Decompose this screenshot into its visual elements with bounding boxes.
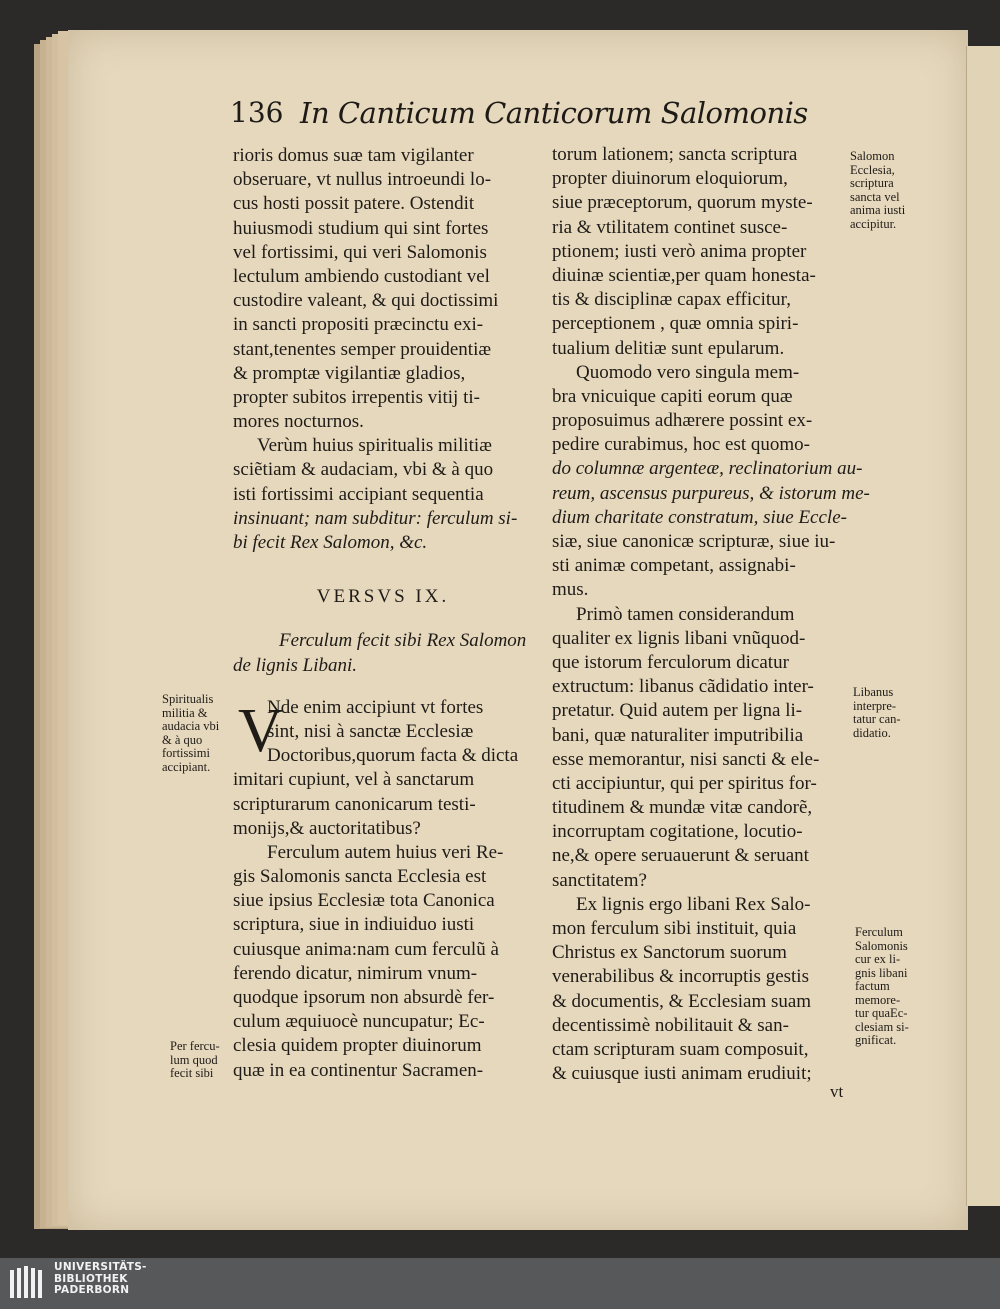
text-line: bani, quæ naturaliter imputribilia bbox=[552, 724, 804, 746]
text-line: insinuant; nam subditur: ferculum si- bbox=[233, 507, 518, 529]
paragraph-left-1 bbox=[233, 144, 533, 434]
library-name: UNIVERSITÄTS- BIBLIOTHEK PADERBORN bbox=[54, 1261, 147, 1296]
text-line: proposuimus adhærere possint ex- bbox=[552, 410, 813, 432]
text-line: isti fortissimi accipiant sequentia bbox=[233, 483, 484, 505]
text-line: titudinem & mundæ vitæ candorẽ, bbox=[552, 797, 813, 819]
text-line: gis Salomonis sancta Ecclesia est bbox=[233, 866, 487, 888]
paragraph-right-4 bbox=[552, 893, 848, 1087]
text-line: sint, nisi à sanctæ Ecclesiæ bbox=[267, 720, 474, 742]
text-line: imitari cupiunt, vel à sanctarum bbox=[233, 769, 475, 791]
text-line: ferendo dicatur, nimirum vnum- bbox=[233, 962, 478, 984]
versus-heading: VERSVS IX. bbox=[316, 586, 450, 608]
paragraph-left-4 bbox=[233, 841, 533, 1083]
text-line: rioris domus suæ tam vigilanter bbox=[233, 145, 474, 166]
text-line: clesia quidem propter diuinorum bbox=[233, 1035, 482, 1057]
verse-text bbox=[233, 629, 533, 677]
text-line: quæ in ea continentur Sacramen- bbox=[233, 1059, 484, 1081]
margin-note-line: fortissimi bbox=[162, 746, 210, 760]
text-line: scripturarum canonicarum testi- bbox=[233, 793, 476, 815]
text-line: Christus ex Sanctorum suorum bbox=[552, 942, 787, 964]
text-line: quodque ipsorum non absurdè fer- bbox=[233, 987, 495, 1009]
text-column-left bbox=[233, 144, 533, 1083]
margin-note-line: fecit sibi bbox=[170, 1066, 214, 1080]
text-line: & cuiusque iusti animam erudiuit; bbox=[552, 1063, 812, 1085]
text-line: siue ipsius Ecclesiæ tota Canonica bbox=[233, 890, 495, 912]
margin-note-line: sancta vel bbox=[850, 189, 900, 204]
text-line: dium charitate constratum, siue Eccle- bbox=[552, 506, 847, 528]
text-line: scriptura, siue in indiuiduo iusti bbox=[233, 914, 475, 936]
margin-note-line: Spiritualis bbox=[162, 692, 214, 706]
text-line: Doctoribus,quorum facta & dicta bbox=[267, 745, 519, 767]
text-line: ctam scripturam suam composuit, bbox=[552, 1038, 809, 1060]
text-line: pretatur. Quid autem per ligna li- bbox=[552, 700, 803, 722]
text-line: incorruptam cogitatione, locutio- bbox=[552, 821, 803, 843]
margin-note-line: gnificat. bbox=[855, 1033, 897, 1047]
margin-note-line: tur quaEc- bbox=[855, 1006, 908, 1020]
text-line: obseruare, vt nullus introeundi lo- bbox=[233, 169, 492, 191]
text-line: custodire valeant, & qui doctissimi bbox=[233, 290, 499, 312]
text-line: propter diuinorum eloquiorum, bbox=[552, 168, 788, 190]
text-line: ne,& opere seruauerunt & seruant bbox=[552, 845, 809, 867]
margin-note-line: audacia vbi bbox=[162, 719, 220, 733]
text-line: & promptæ vigilantiæ gladios, bbox=[233, 362, 466, 384]
text-line: monijs,& auctoritatibus? bbox=[233, 817, 421, 839]
margin-note-line: didatio. bbox=[853, 725, 891, 740]
margin-note-line: Ferculum bbox=[855, 925, 903, 939]
margin-note-line: accipitur. bbox=[850, 216, 897, 231]
text-line: cti accipiuntur, qui per spiritus for- bbox=[552, 772, 817, 794]
paragraph-left-2 bbox=[233, 434, 533, 555]
text-line: tualium delitiæ sunt epularum. bbox=[552, 337, 785, 359]
margin-note-line: militia & bbox=[162, 705, 208, 720]
text-line: vel fortissimi, qui veri Salomonis bbox=[233, 241, 487, 263]
margin-note-line: interpre- bbox=[853, 698, 897, 713]
text-line: Ferculum fecit sibi Rex Salomon bbox=[279, 630, 527, 652]
running-title: In Canticum Canticorum Salomonis bbox=[300, 96, 808, 130]
margin-note-line: gnis libani bbox=[855, 965, 908, 980]
text-line: qualiter ex lignis libani vnũquod- bbox=[552, 627, 806, 649]
text-line: siæ, siue canonicæ scripturæ, siue iu- bbox=[552, 531, 836, 552]
margin-note-ferculum bbox=[855, 926, 909, 1048]
margin-note-line: clesiam si- bbox=[855, 1019, 909, 1034]
text-line: decentissimè nobilitauit & san- bbox=[552, 1014, 789, 1036]
paragraph-right-3 bbox=[552, 603, 848, 893]
margin-note-line: factum bbox=[855, 979, 890, 993]
paragraph-right-2 bbox=[552, 361, 870, 603]
margin-note-libanus bbox=[853, 686, 901, 740]
text-line: sanctitatem? bbox=[552, 869, 647, 891]
text-line: ptionem; iusti verò anima propter bbox=[552, 240, 807, 262]
margin-note-line: & à quo bbox=[162, 732, 203, 747]
paragraph-right-1 bbox=[552, 143, 848, 361]
footer-bar bbox=[0, 1258, 1000, 1309]
text-column-right bbox=[552, 143, 870, 1086]
text-line: & documentis, & Ecclesiam suam bbox=[552, 990, 812, 1012]
margin-note-line: Per fercu- bbox=[170, 1039, 220, 1053]
margin-note-line: Salomon bbox=[850, 149, 895, 163]
text-line: venerabilibus & incorruptis gestis bbox=[552, 966, 809, 988]
text-line: Primò tamen considerandum bbox=[576, 603, 795, 625]
library-logo-icon bbox=[8, 1264, 48, 1304]
margin-note-line: anima iusti bbox=[850, 203, 906, 217]
text-line: mus. bbox=[552, 579, 589, 601]
text-line: ria & vtilitatem continet susce- bbox=[552, 216, 788, 238]
catchword: vt bbox=[830, 1082, 844, 1101]
page-number: 136 bbox=[230, 96, 284, 129]
text-line: culum æquiuocè nuncupatur; Ec- bbox=[233, 1011, 485, 1033]
text-line: do columnæ argenteæ, reclinatorium au- bbox=[552, 458, 863, 480]
text-line: sti animæ competant, assignabi- bbox=[552, 555, 796, 577]
text-line: cus hosti possit patere. Ostendit bbox=[233, 193, 475, 215]
margin-note-line: tatur can- bbox=[853, 712, 901, 726]
text-line: siue præceptorum, quorum myste- bbox=[552, 192, 813, 214]
text-line: propter subitos irrepentis vitij ti- bbox=[233, 386, 480, 408]
text-line: reum, ascensus purpureus, & istorum me- bbox=[552, 482, 870, 504]
margin-note-salomon bbox=[850, 150, 905, 231]
text-line: Verùm huius spiritualis militiæ bbox=[257, 435, 492, 457]
text-line: Nde enim accipiunt vt fortes bbox=[267, 696, 484, 718]
text-line: perceptionem , quæ omnia spiri- bbox=[552, 313, 799, 335]
text-line: torum lationem; sancta scriptura bbox=[552, 144, 798, 165]
margin-note-per-ferculum bbox=[170, 1040, 220, 1081]
text-line: Ferculum autem huius veri Re- bbox=[267, 841, 504, 863]
margin-note-line: cur ex li- bbox=[855, 952, 901, 966]
drop-cap: V bbox=[238, 697, 283, 765]
margin-note-spiritualis bbox=[162, 693, 219, 774]
margin-note-line: Libanus bbox=[853, 685, 894, 699]
text-line: lectulum ambiendo custodiant vel bbox=[233, 265, 490, 287]
text-line: mon ferculum sibi instituit, quia bbox=[552, 918, 797, 939]
text-line: bi fecit Rex Salomon, &c. bbox=[233, 532, 428, 553]
text-line: cuiusque anima:nam cum ferculũ à bbox=[233, 938, 499, 960]
text-line: in sancti propositi præcinctu exi- bbox=[233, 314, 484, 336]
margin-note-line: scriptura bbox=[850, 176, 894, 190]
margin-note-line: memore- bbox=[855, 992, 901, 1007]
text-line: huiusmodi studium qui sint fortes bbox=[233, 217, 489, 239]
text-line: extructum: libanus cãdidatio inter- bbox=[552, 676, 814, 698]
text-line: tis & disciplinæ capax efficitur, bbox=[552, 289, 791, 311]
margin-note-line: Salomonis bbox=[855, 938, 908, 953]
margin-note-line: Ecclesia, bbox=[850, 162, 895, 177]
text-line: esse memorantur, nisi sancti & ele- bbox=[552, 748, 820, 770]
text-line: que istorum ferculorum dicatur bbox=[552, 651, 789, 673]
text-line: Quomodo vero singula mem- bbox=[576, 361, 800, 383]
text-line: mores nocturnos. bbox=[233, 411, 364, 433]
margin-note-line: accipiant. bbox=[162, 759, 211, 774]
text-line: stant,tenentes semper prouidentiæ bbox=[233, 338, 492, 360]
facing-page-edge bbox=[966, 46, 1000, 1206]
page-header bbox=[230, 96, 830, 136]
margin-note-line: lum quod bbox=[170, 1052, 218, 1067]
text-line: sciẽtiam & audaciam, vbi & à quo bbox=[233, 459, 494, 481]
text-line: de lignis Libani. bbox=[233, 654, 358, 676]
text-line: diuinæ scientiæ,per quam honesta- bbox=[552, 264, 816, 286]
text-line: bra vnicuique capiti eorum quæ bbox=[552, 385, 793, 407]
text-line: pedire curabimus, hoc est quomo- bbox=[552, 434, 811, 456]
text-line: Ex lignis ergo libani Rex Salo- bbox=[576, 893, 811, 915]
